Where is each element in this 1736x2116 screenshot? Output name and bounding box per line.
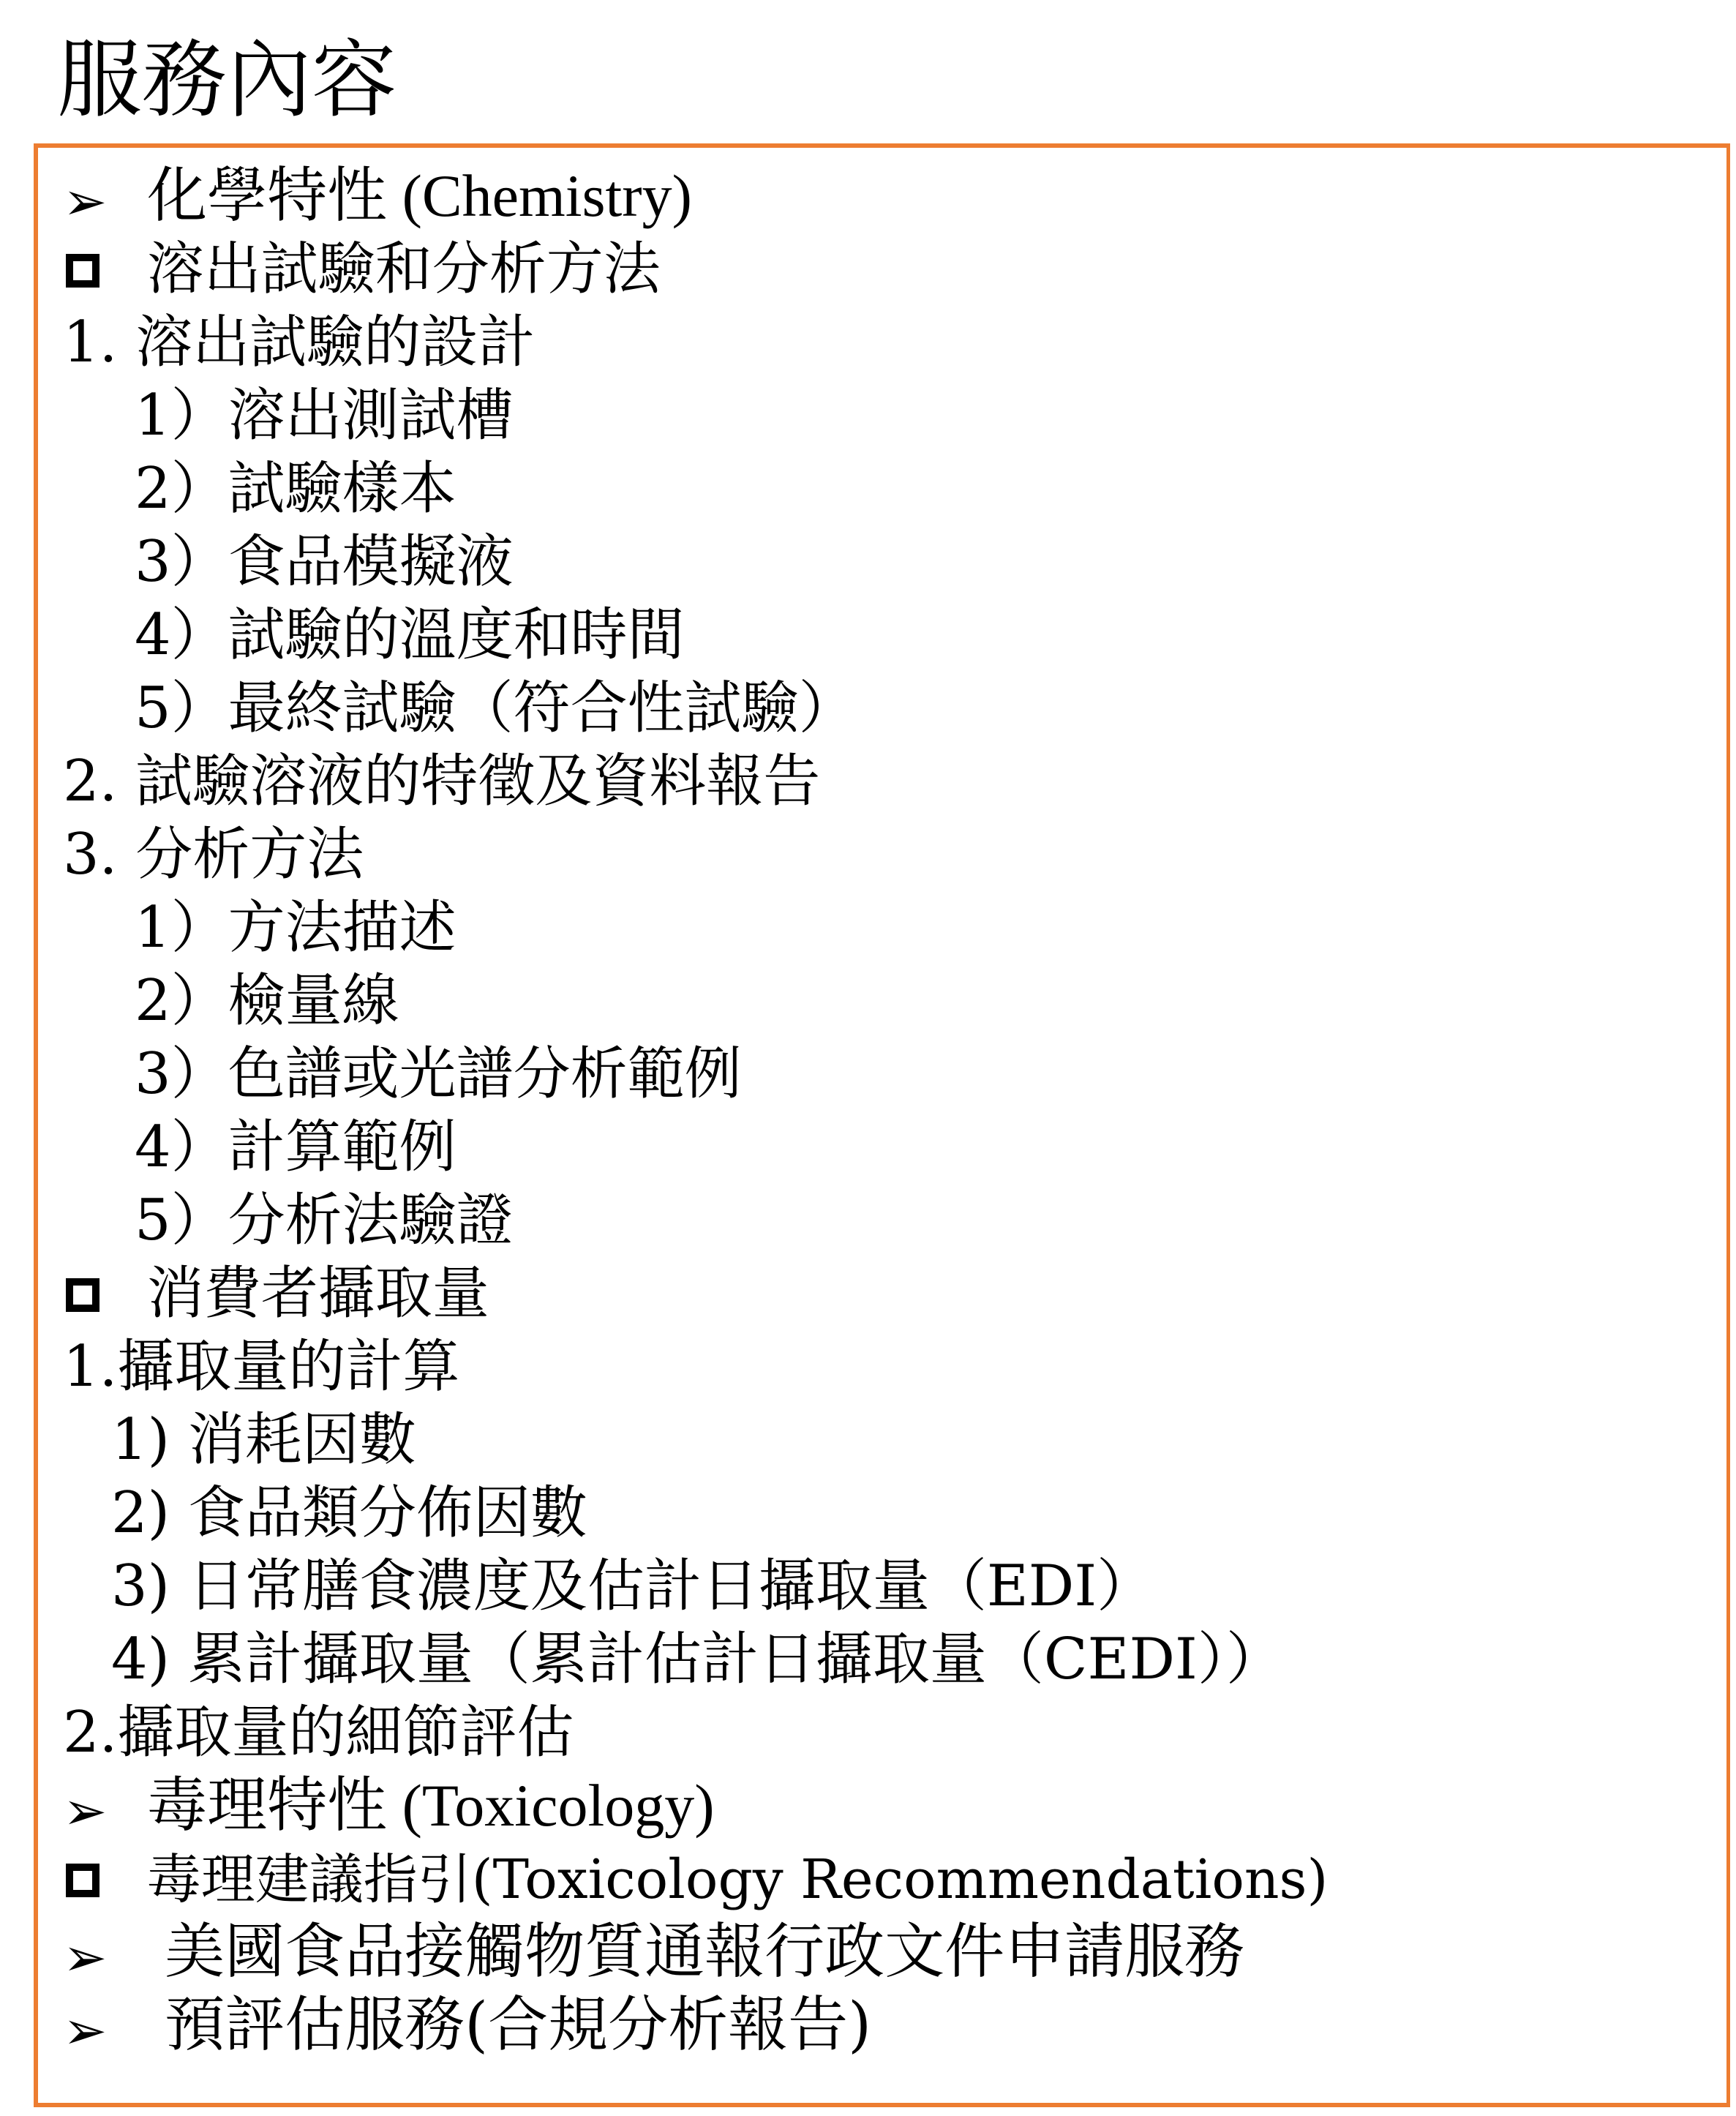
outline-item-fcn-service [63, 1916, 1244, 1989]
outline-subitem [111, 1403, 416, 1477]
outline-item [63, 1696, 574, 1769]
outline-item-label: 化學特性 (Chemistry) [147, 162, 692, 229]
outline-subitem [135, 891, 456, 964]
outline-subitem [135, 1184, 514, 1257]
outline-item-label: 5）最終試驗（符合性試驗） [135, 675, 856, 741]
outline-item-label: 2) 食品類分佈因數 [111, 1480, 587, 1546]
outline-subitem [135, 964, 399, 1038]
outline-item [63, 745, 820, 818]
outline-item-label: 3) 日常膳食濃度及估計日攝取量（EDI） [111, 1553, 1154, 1619]
square-bullet-icon [66, 254, 99, 288]
square-bullet-icon [66, 1864, 99, 1897]
outline-item-label: 1. 溶出試驗的設計 [63, 309, 536, 375]
outline-item-label: 2）試驗樣本 [135, 456, 456, 522]
outline-subitem [135, 525, 514, 599]
outline-item-label: 4) 累計攝取量（累計估計日攝取量（CEDI）） [111, 1627, 1283, 1692]
outline-item-label: 3）色譜或光譜分析範例 [135, 1041, 742, 1107]
outline-subitem [135, 452, 456, 525]
outline-item-label: 2）檢量線 [135, 968, 399, 1034]
outline-item-label: 3. 分析方法 [63, 822, 364, 888]
outline-item-label: 2.攝取量的細節評估 [63, 1700, 574, 1766]
page-title: 服務內容 [57, 31, 397, 130]
outline-item [63, 818, 364, 891]
outline-section-migration [66, 233, 661, 306]
outline-item-label: 美國食品接觸物質通報行政文件申請服務 [165, 1917, 1245, 1986]
outline-subitem [135, 1038, 742, 1111]
outline-section-intake [66, 1257, 489, 1330]
outline-item-label: 1.攝取量的計算 [63, 1334, 460, 1400]
outline-item-label: 4）試驗的溫度和時間 [135, 602, 685, 668]
outline-item-label: 毒理特性 (Toxicology) [147, 1772, 715, 1839]
outline-item-label: 1）溶出測試槽 [135, 383, 514, 449]
outline-item-label: 5）分析法驗證 [135, 1188, 514, 1253]
outline-subitem [135, 1111, 456, 1184]
outline-subitem [111, 1550, 1154, 1623]
outline-subitem [135, 379, 514, 452]
outline-subitem [111, 1477, 587, 1550]
outline-item-label: 4）計算範例 [135, 1114, 456, 1180]
outline-item-label: 毒理建議指引(Toxicology Recommendations) [146, 1848, 1329, 1911]
outline-item-label: 2. 試驗溶液的特徵及資料報告 [63, 749, 821, 814]
outline-item-label: 3）食品模擬液 [135, 529, 514, 595]
outline-item-label: 1) 消耗因數 [111, 1407, 416, 1473]
outline-section-toxicology-recommendations [66, 1842, 1328, 1916]
outline-item-label: 溶出試驗和分析方法 [146, 236, 661, 302]
outline-subitem [135, 672, 856, 745]
arrow-bullet-icon: ➢ [63, 1926, 108, 1988]
outline-item-label: 消費者攝取量 [146, 1261, 489, 1327]
outline-subitem [135, 599, 685, 672]
square-bullet-icon [66, 1278, 99, 1312]
outline-item-label: 1）方法描述 [135, 895, 456, 961]
outline-item-chemistry [63, 160, 692, 233]
arrow-bullet-icon: ➢ [63, 170, 108, 232]
service-outline-box [34, 143, 1730, 2107]
arrow-bullet-icon: ➢ [63, 1999, 108, 2061]
arrow-bullet-icon: ➢ [63, 1779, 108, 1842]
outline-item [63, 306, 535, 379]
outline-item-label: 預評估服務(合規分析報告) [165, 1990, 872, 2060]
outline-item-pre-assessment [63, 1989, 871, 2062]
outline-subitem [111, 1623, 1283, 1696]
outline-item [63, 1330, 459, 1403]
outline-item-toxicology [63, 1769, 715, 1842]
